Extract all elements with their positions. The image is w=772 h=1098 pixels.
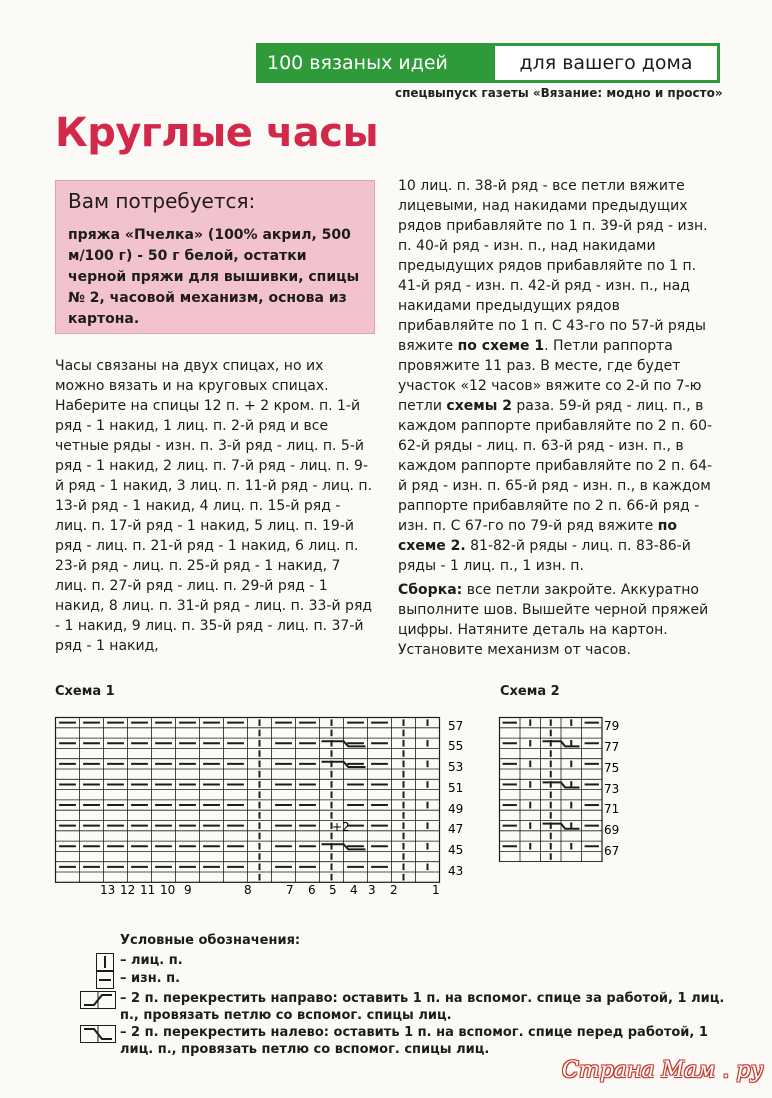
scheme2-label: Схема 2 xyxy=(500,684,560,699)
scheme1-col-label: 11 xyxy=(140,883,156,897)
scheme2-reference-b: по схеме 2. xyxy=(398,518,678,554)
purl-stitch-icon xyxy=(96,971,114,989)
legend-cross-right-text: – 2 п. перекрестить направо: оставить 1 п. на вспомог. спице за работой, 1 лиц. п., провязать петлю со вспомог. спицы лиц. xyxy=(120,991,725,1023)
scheme2-chart xyxy=(494,712,634,862)
scheme2-row-label: 73 xyxy=(604,782,620,796)
cross-left-icon xyxy=(80,1025,116,1043)
instructions-right-column xyxy=(398,176,718,660)
knit-stitch-icon xyxy=(96,953,114,971)
scheme1-col-label: 9 xyxy=(184,883,192,897)
scheme1-col-label: 6 xyxy=(308,883,316,897)
scheme2-row-label: 79 xyxy=(604,719,620,733)
rows-text-b2: . Петли раппорта провяжите 11 раз. В месте, где будет участок «12 часов» вяжите со 2-й по 7-ю петли xyxy=(398,338,702,414)
scheme1-row-label: 51 xyxy=(448,781,464,795)
scheme1-row-label: 57 xyxy=(448,719,464,733)
increase-mark: +2 xyxy=(332,820,350,834)
cross-right-icon xyxy=(80,991,116,1009)
scheme2-grid xyxy=(500,718,603,862)
scheme1-row-label: 55 xyxy=(448,739,464,753)
materials-heading: Вам потребуется: xyxy=(68,189,256,213)
scheme1-col-label: 12 xyxy=(120,883,136,897)
scheme1-col-label: 13 xyxy=(100,883,116,897)
series-subtitle: для вашего дома xyxy=(495,46,717,80)
scheme1-col-label: 4 xyxy=(350,883,358,897)
assembly-paragraph xyxy=(398,580,718,660)
scheme1-row-label: 43 xyxy=(448,864,464,878)
legend-title: Условные обозначения: xyxy=(120,933,301,948)
series-title: 100 вязаных идей xyxy=(267,52,448,74)
site-watermark: Страна Мам . ру xyxy=(562,1058,764,1083)
intro-paragraph: Часы связаны на двух спицах, но их можно вязать и на круговых спицах. xyxy=(55,358,329,394)
instructions-left-column xyxy=(55,356,373,656)
scheme2-row-labels xyxy=(604,719,619,858)
scheme2-row-label: 77 xyxy=(604,740,620,754)
materials-box xyxy=(55,180,375,334)
rows-paragraph-b xyxy=(398,176,718,576)
materials-text: пряжа «Пчелка» (100% акрил, 500 м/100 г) - 50 г белой, остатки черной пряжи для вышивки, спицы № 2, часовой механизм, основа из картона. xyxy=(68,227,360,327)
scheme1-grid xyxy=(56,718,440,883)
scheme2-reference: схемы 2 xyxy=(446,398,512,414)
legend-knit-text: – лиц. п. xyxy=(120,953,183,968)
scheme1-row-labels xyxy=(448,719,463,878)
scheme1-col-label: 10 xyxy=(160,883,176,897)
header-banner xyxy=(256,43,720,83)
page-title: Круглые часы xyxy=(55,110,379,156)
rows-paragraph-a: Наберите на спицы 12 п. + 2 кром. п. 1-й ряд - 1 накид, 1 лиц. п. 2-й ряд и все четные ряды - изн. п. 3-й ряд - лиц. п. 5-й ряд - 1 накид, 2 лиц. п. 7-й ряд - лиц. п. 9-й ряд - 1 накид, 3 лиц. п. 11-й ряд - лиц. п. 13-й ряд - 1 накид, 4 лиц. п. 15-й ряд - лиц. п. 17-й ряд - 1 накид, 5 лиц. п. 19-й ряд - лиц. п. 21-й ряд - 1 накид, 6 лиц. п. 23-й ряд - лиц. п. 25-й ряд - 1 накид, 7 лиц. п. 27-й ряд - лиц. п. 29-й ряд - 1 накид, 8 лиц. п. 31-й ряд - лиц. п. 33-й ряд - 1 накид, 9 лиц. п. 35-й ряд - лиц. п. 37-й ряд - 1 накид, xyxy=(55,398,373,654)
scheme1-row-label: 45 xyxy=(448,843,464,857)
scheme1-col-label: 8 xyxy=(244,883,252,897)
scheme1-row-label: 49 xyxy=(448,802,464,816)
scheme1-col-labels xyxy=(100,883,440,897)
legend-purl-text: – изн. п. xyxy=(120,971,181,986)
rows-text-b3: раза. 59-й ряд - лиц. п., в каждом раппорте прибавляйте по 2 п. 60-62-й ряды - лиц. п. 63-й ряд - изн. п., в каждом раппорте прибавляйте по 2 п. 64-й ряд - изн. п. 65-й ряд - изн. п., в каждом раппорте прибавляйте по 2 п. 66-й ряд - изн. п. С 67-го по 79-й ряд вяжите xyxy=(398,398,713,534)
scheme2-row-label: 71 xyxy=(604,802,620,816)
scheme1-col-label: 3 xyxy=(368,883,376,897)
rows-text-b1: 10 лиц. п. 38-й ряд - все петли вяжите лицевыми, над накидами предыдущих рядов прибавляйте по 1 п. 39-й ряд - изн. п. 40-й ряд - изн. п., над накидами предыдущих рядов прибавляйте по 1 п. 41-й ряд - изн. п. 42-й ряд - изн. п., над накидами предыдущих рядов прибавляйте по 1 п. С 43-го по 57-й ряды вяжите xyxy=(398,178,708,354)
rows-text-b4: 81-82-й ряды - лиц. п. 83-86-й ряды - 1 лиц. п., 1 изн. п. xyxy=(398,538,691,574)
scheme1-label: Схема 1 xyxy=(55,684,115,699)
scheme2-row-label: 69 xyxy=(604,823,620,837)
scheme2-row-label: 67 xyxy=(604,844,620,858)
scheme1-col-label: 5 xyxy=(329,883,337,897)
legend-cross-left-text: – 2 п. перекрестить налево: оставить 1 п. на вспомог. спице перед работой, 1 лиц. п., провязать петлю со вспомог. спицы лиц. xyxy=(120,1025,708,1057)
assembly-text: все петли закройте. Аккуратно выполните шов. Вышейте черной пряжей цифры. Натяните деталь на картон. Установите механизм от часов. xyxy=(398,582,709,658)
assembly-label: Сборка: xyxy=(398,582,463,598)
scheme1-reference: по схеме 1 xyxy=(457,338,545,354)
scheme1-row-label: 53 xyxy=(448,760,464,774)
scheme1-row-label: 47 xyxy=(448,822,464,836)
newspaper-subtitle: спецвыпуск газеты «Вязание: модно и просто» xyxy=(395,86,723,100)
scheme1-chart xyxy=(50,712,480,902)
scheme2-row-label: 75 xyxy=(604,761,620,775)
scheme1-col-label: 7 xyxy=(286,883,294,897)
scheme1-col-label: 2 xyxy=(390,883,398,897)
scheme1-col-label: 1 xyxy=(432,883,440,897)
